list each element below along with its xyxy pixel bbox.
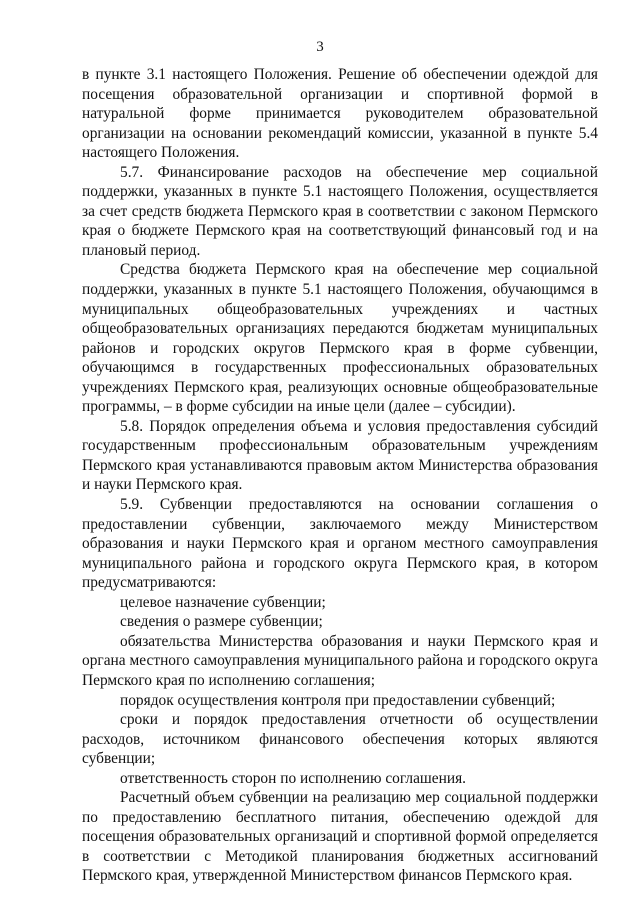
paragraph-calculation: Расчетный объем субвенции на реализацию мер социальной поддержки по предоставлению бесплатного питания, обеспечению одеждой для посещения образовательных организаций и спортивной формой определяется в соответствии с Методикой планирования бюджетных ассигнований Пермского края, утвержденной Министерством финансов Пермского края. bbox=[82, 789, 598, 885]
list-item-purpose: целевое назначение субвенции; bbox=[120, 593, 326, 611]
paragraph-5-7: 5.7. Финансирование расходов на обеспечение мер социальной поддержки, указанных в пункте 5.1 настоящего Положения, осуществляется за счет средств бюджета Пермского края в соответствии с законом Пермского края о бюджете Пермского края на соответствующий финансовый год и на плановый период. bbox=[82, 163, 598, 259]
list-item-reporting: сроки и порядок предоставления отчетности об осуществлении расходов, источником финансового обеспечения которых являются субвенции; bbox=[82, 711, 598, 768]
paragraph-budget-funds: Средства бюджета Пермского края на обеспечение мер социальной поддержки, указанных в пункте 5.1 настоящего Положения, обучающимся в муниципальных общеобразовательных учреждениях и частных общеобразовательных организациях передаются бюджетам муниципальных районов и городских округов Пермского края в форме субвенции, обучающимся в государственных профессиональных образовательных учреждениях Пермского края, реализующих основные общеобразовательные программы, – в форме субсидии на иные цели (далее – субсидии). bbox=[82, 261, 598, 416]
document-body bbox=[82, 65, 598, 886]
paragraph-5-9: 5.9. Субвенции предоставляются на основании соглашения о предоставлении субвенции, заключаемого между Министерством образования и науки Пермского края и органом местного самоуправления муниципального района и городского округа Пермского края, в котором предусматриваются: bbox=[82, 496, 598, 592]
paragraph-continuation: в пункте 3.1 настоящего Положения. Решение об обеспечении одеждой для посещения образовательной организации и спортивной формой в натуральной форме принимается руководителем образовательной организации на основании рекомендаций комиссии, указанной в пункте 5.4 настоящего Положения. bbox=[82, 66, 598, 162]
paragraph-5-8: 5.8. Порядок определения объема и условия предоставления субсидий государственным профессиональным образовательным учреждениям Пермского края устанавливаются правовым актом Министерства образования и науки Пермского края. bbox=[82, 417, 598, 494]
list-item-size: сведения о размере субвенции; bbox=[120, 613, 323, 631]
list-item-control: порядок осуществления контроля при предоставлении субвенций; bbox=[120, 691, 556, 709]
list-item-responsibility: ответственность сторон по исполнению соглашения. bbox=[120, 769, 466, 787]
list-item-obligations: обязательства Министерства образования и науки Пермского края и органа местного самоуправления муниципального района и городского округа Пермского края по исполнению соглашения; bbox=[82, 632, 598, 689]
page-number: 3 bbox=[316, 39, 324, 55]
